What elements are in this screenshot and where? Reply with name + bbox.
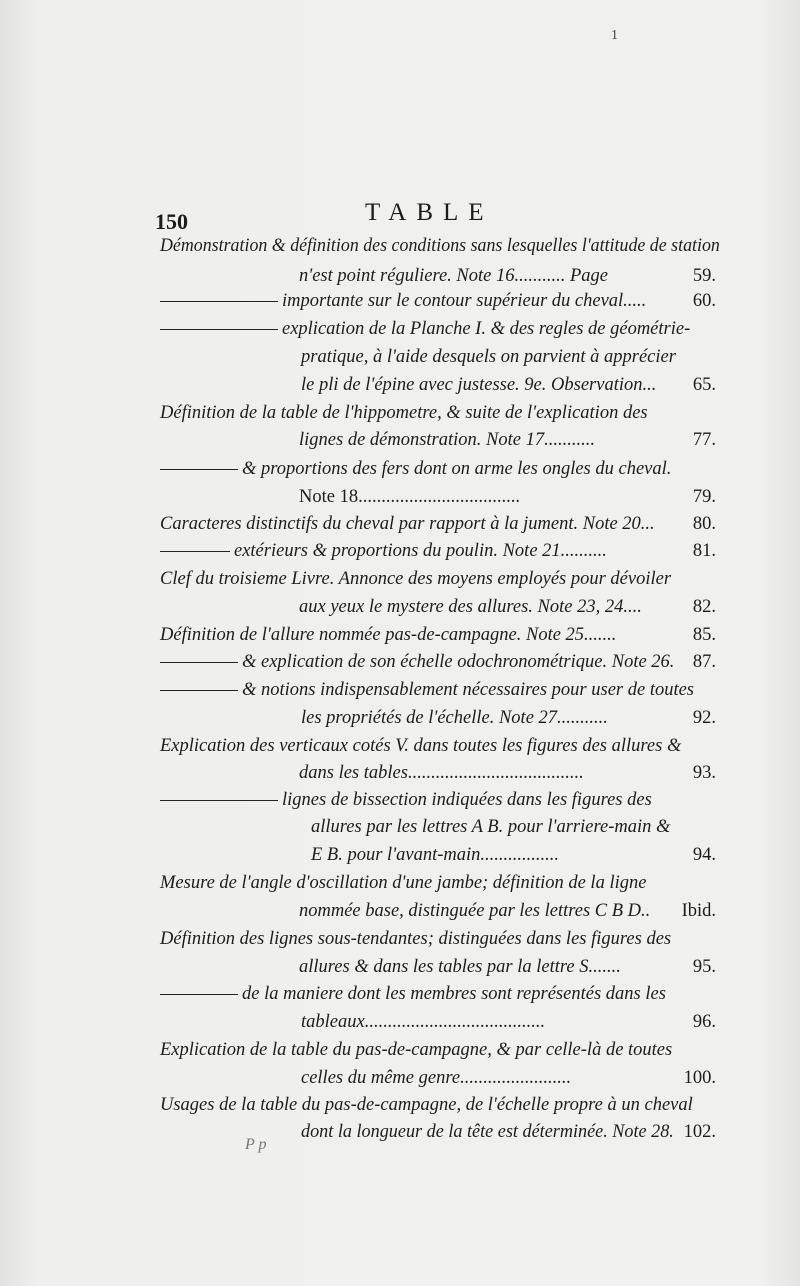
entry-line: Usages de la table du pas-de-campagne, de l'échelle propre à un cheval [160, 1095, 693, 1115]
entry-page: 93. [692, 763, 716, 783]
entry-line: tableaux....................................... [301, 1012, 546, 1032]
ditto-dash [160, 690, 238, 691]
entry-line: nommée base, distinguée par les lettres C B D.. [299, 901, 651, 921]
entry-line: Définition de l'allure nommée pas-de-campagne. Note 25....... [160, 625, 617, 645]
entry-line: & proportions des fers dont on arme les ongles du cheval. [160, 456, 671, 482]
entry-page: 80. [692, 514, 716, 534]
page-title: TABLE [365, 199, 494, 226]
entry-line: les propriétés de l'échelle. Note 27........... [301, 708, 608, 728]
entry-line: allures & dans les tables par la lettre S....... [299, 957, 621, 977]
ditto-dash [160, 994, 238, 995]
entry-line: Mesure de l'angle d'oscillation d'une jambe; définition de la ligne [160, 873, 647, 893]
entry-line: Clef du troisieme Livre. Annonce des moyens employés pour dévoiler [160, 569, 672, 589]
ditto-dash [160, 329, 278, 330]
entry-line: Explication des verticaux cotés V. dans toutes les figures des allures & [160, 736, 682, 756]
entry-line: explication de la Planche I. & des regles de géométrie- [160, 316, 690, 342]
entry-page: 96. [692, 1012, 716, 1032]
entry-page: 85. [692, 625, 716, 645]
ditto-dash [160, 469, 238, 470]
entry-line: Démonstration & définition des conditions sans lesquelles l'attitude de station [160, 236, 720, 256]
entry-line: extérieurs & proportions du poulin. Note 21.......... [160, 538, 607, 564]
entry-line: & explication de son échelle odochronométrique. Note 26. [160, 649, 674, 675]
entry-line: allures par les lettres A B. pour l'arriere-main & [311, 817, 671, 837]
entry-line: de la maniere dont les membres sont représentés dans les [160, 981, 666, 1007]
entry-page: 81. [692, 541, 716, 561]
entry-line: pratique, à l'aide desquels on parvient à apprécier [301, 347, 676, 367]
entry-line: Explication de la table du pas-de-campagne, & par celle-là de toutes [160, 1040, 673, 1060]
entry-page: 79. [692, 487, 716, 507]
entry-line: celles du même genre........................ [301, 1068, 572, 1088]
entry-page: 102. [683, 1122, 716, 1142]
entry-page: 92. [692, 708, 716, 728]
entry-line: lignes de démonstration. Note 17........... [299, 430, 595, 450]
entry-page: 87. [692, 652, 716, 672]
top-mark: 1 [611, 28, 618, 43]
entry-line: dans les tables...................................... [299, 763, 584, 783]
entry-page: 65. [692, 375, 716, 395]
entry-line: le pli de l'épine avec justesse. 9e. Observation... [301, 375, 657, 395]
entry-line: E B. pour l'avant-main................. [311, 845, 560, 865]
entry-page: 82. [692, 597, 716, 617]
ditto-dash [160, 662, 238, 663]
ditto-dash [160, 551, 230, 552]
page-number: 150 [155, 209, 188, 234]
entry-line: Note 18................................... [299, 487, 520, 507]
entry-line: Caracteres distinctifs du cheval par rapport à la jument. Note 20... [160, 514, 655, 534]
entry-line: & notions indispensablement nécessaires pour user de toutes [160, 677, 694, 703]
entry-page: 59. [692, 266, 716, 286]
entry-line: Définition de la table de l'hippometre, & suite de l'explication des [160, 403, 648, 423]
entry-line: importante sur le contour supérieur du cheval..... [160, 288, 646, 314]
entry-line: aux yeux le mystere des allures. Note 23, 24.... [299, 597, 642, 617]
ditto-dash [160, 800, 278, 801]
ditto-dash [160, 301, 278, 302]
entry-page: 100. [683, 1068, 716, 1088]
entry-line: n'est point réguliere. Note 16........... Page [299, 266, 608, 286]
entry-page: Ibid. [681, 901, 716, 921]
signature-mark: P p [245, 1136, 267, 1153]
entry-line: dont la longueur de la tête est déterminée. Note 28. [301, 1122, 674, 1142]
entry-line: lignes de bissection indiquées dans les figures des [160, 787, 652, 813]
entry-page: 95. [692, 957, 716, 977]
entry-page: 94. [692, 845, 716, 865]
entry-page: 60. [692, 291, 716, 311]
entry-page: 77. [692, 430, 716, 450]
entry-line: Définition des lignes sous-tendantes; distinguées dans les figures des [160, 929, 672, 949]
